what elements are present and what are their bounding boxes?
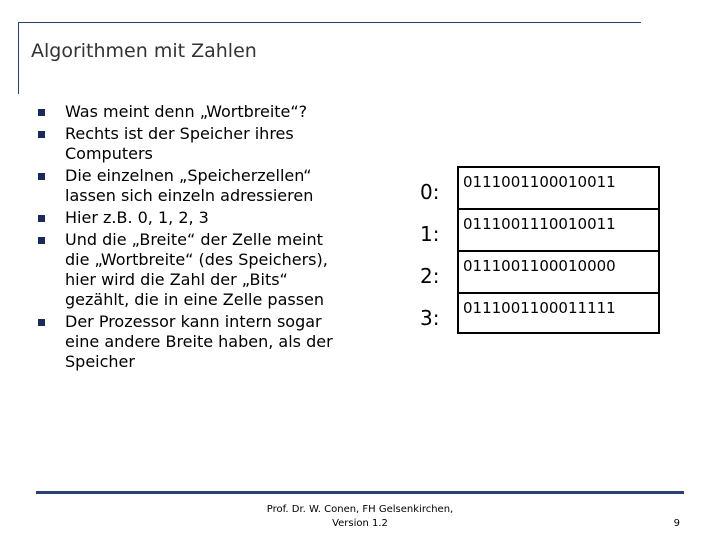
bullet-item <box>38 230 338 310</box>
square-bullet-icon <box>38 131 45 138</box>
memory-cell: 0111001100011111 <box>457 292 660 334</box>
bullet-text: Rechts ist der Speicher ihres Computers <box>65 124 294 163</box>
header-frame-top-line <box>18 22 641 23</box>
footer-author <box>230 503 490 531</box>
square-bullet-icon <box>38 109 45 116</box>
square-bullet-icon <box>38 237 45 244</box>
memory-row <box>410 250 672 292</box>
header-frame-left-line <box>18 22 19 94</box>
memory-address: 1: <box>420 222 440 246</box>
square-bullet-icon <box>38 173 45 180</box>
footer-author-line: Prof. Dr. W. Conen, FH Gelsenkirchen, <box>266 504 454 515</box>
bullet-item <box>38 312 338 372</box>
bullet-list <box>38 102 338 374</box>
memory-row <box>410 208 672 250</box>
memory-row <box>410 292 672 334</box>
bullet-item <box>38 124 338 164</box>
memory-address: 3: <box>420 306 440 330</box>
memory-cell: 0111001100010011 <box>457 166 660 208</box>
square-bullet-icon <box>38 319 45 326</box>
bullet-text: Und die „Breite“ der Zelle meint die „Wortbreite“ (des Speichers), hier wird die Zahl der „Bits“ gezählt, die in eine Zelle passen <box>65 230 328 309</box>
memory-cell: 0111001110010011 <box>457 208 660 250</box>
memory-cell: 0111001100010000 <box>457 250 660 292</box>
bullet-text: Was meint denn „Wortbreite“? <box>65 102 308 121</box>
bullet-text: Der Prozessor kann intern sogar eine andere Breite haben, als der Speicher <box>65 312 333 371</box>
memory-address: 2: <box>420 264 440 288</box>
slide-title: Algorithmen mit Zahlen <box>31 40 257 62</box>
bullet-text: Die einzelnen „Speicherzellen“ lassen sich einzeln adressieren <box>65 166 314 205</box>
bullet-text: Hier z.B. 0, 1, 2, 3 <box>65 208 209 227</box>
bullet-item <box>38 166 338 206</box>
bullet-item <box>38 102 338 122</box>
footer-version-line: Version 1.2 <box>332 518 388 529</box>
footer-divider <box>36 491 684 494</box>
bullet-item <box>38 208 338 228</box>
memory-address: 0: <box>420 180 440 204</box>
page-number: 9 <box>673 518 680 529</box>
square-bullet-icon <box>38 215 45 222</box>
memory-row <box>410 166 672 208</box>
